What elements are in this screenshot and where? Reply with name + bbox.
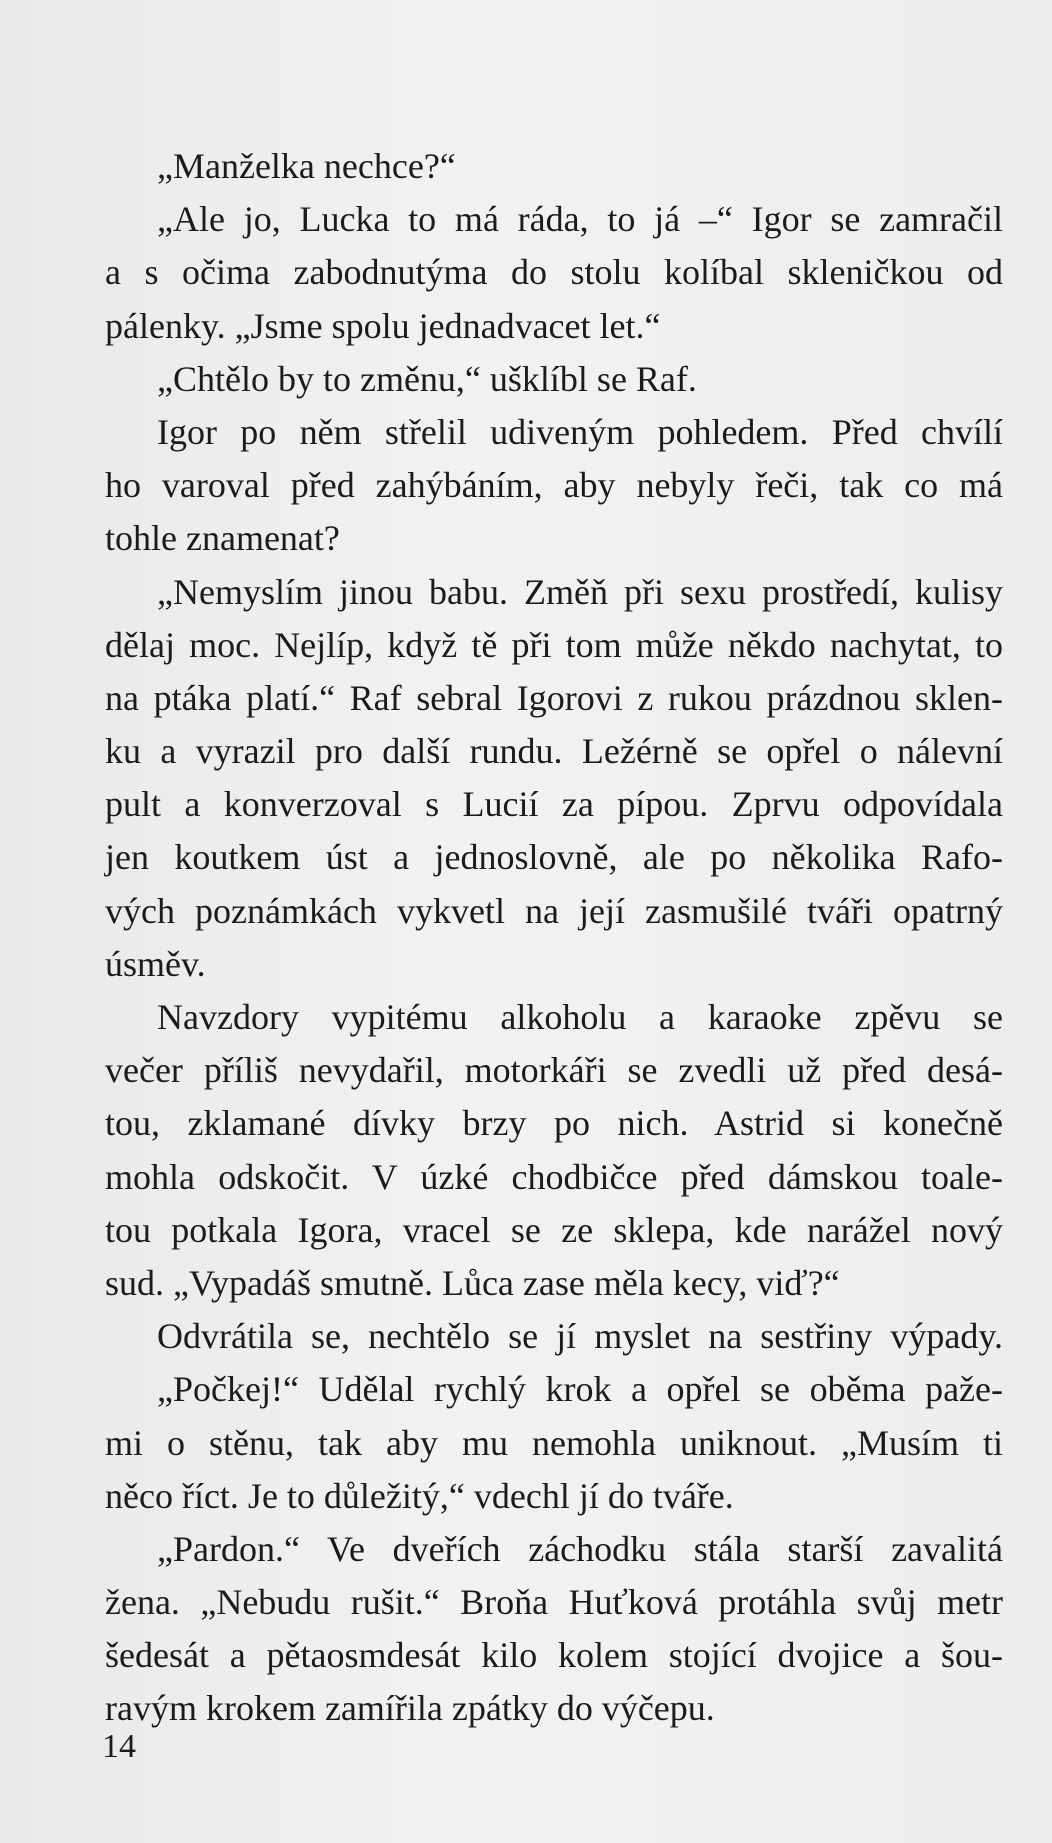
text-line: úsměv. — [105, 943, 206, 984]
text-line: ravým krokem zamířila zpátky do výčepu. — [105, 1688, 715, 1729]
text-line: „Ale jo, Lucka to má ráda, to já –“ Igor se zamračil — [157, 199, 1003, 240]
text-line: jen koutkem úst a jednoslovně, ale po několika Rafo- — [105, 837, 1003, 878]
text-line: ku a vyrazil pro další rundu. Ležérně se opřel o nálevní — [105, 731, 1003, 772]
text-line: na ptáka platí.“ Raf sebral Igorovi z rukou prázdnou sklen- — [105, 677, 1003, 718]
text-line: večer příliš nevydařil, motorkáři se zvedli už před desá- — [105, 1050, 1003, 1091]
text-line: tou potkala Igora, vracel se ze sklepa, kde narážel nový — [105, 1209, 1003, 1250]
text-line: „Nemyslím jinou babu. Změň při sexu prostředí, kulisy — [157, 571, 1003, 612]
text-line: dělaj moc. Nejlíp, když tě při tom může někdo nachytat, to — [105, 624, 1003, 665]
text-line: pálenky. „Jsme spolu jednadvacet let.“ — [105, 305, 661, 346]
text-line: „Počkej!“ Udělal rychlý krok a opřel se oběma paže- — [157, 1369, 1003, 1410]
text-line: mi o stěnu, tak aby mu nemohla uniknout. „Musím ti — [105, 1422, 1003, 1463]
text-line: Igor po něm střelil udiveným pohledem. Před chvílí — [157, 411, 1003, 452]
text-line: pult a konverzoval s Lucií za pípou. Zprvu odpovídala — [105, 784, 1003, 825]
text-line: „Pardon.“ Ve dveřích záchodku stála starší zavalitá — [157, 1528, 1003, 1569]
text-line: tou, zklamané dívky brzy po nich. Astrid si konečně — [105, 1103, 1003, 1144]
text-line: vých poznámkách vykvetl na její zasmušilé tváři opatrný — [105, 890, 1003, 931]
text-line: mohla odskočit. V úzké chodbičce před dámskou toale- — [105, 1156, 1003, 1197]
body-text — [105, 140, 1003, 1736]
text-line: tohle znamenat? — [105, 518, 340, 559]
text-line: „Manželka nechce?“ — [157, 146, 456, 186]
text-line: žena. „Nebudu rušit.“ Broňa Huťková protáhla svůj metr — [105, 1582, 1003, 1623]
text-line: ho varoval před zahýbáním, aby nebyly řeči, tak co má — [105, 465, 1003, 506]
text-line: „Chtělo by to změnu,“ ušklíbl se Raf. — [157, 358, 697, 399]
text-line: šedesát a pětaosmdesát kilo kolem stojící dvojice a šou- — [105, 1635, 1003, 1676]
text-line: něco říct. Je to důležitý,“ vdechl jí do tváře. — [105, 1475, 734, 1516]
text-line: Navzdory vypitému alkoholu a karaoke zpěvu se — [157, 997, 1003, 1037]
page-number: 14 — [102, 1728, 136, 1765]
text-line: Odvrátila se, nechtělo se jí myslet na sestřiny výpady. — [157, 1316, 1003, 1357]
text-line: sud. „Vypadáš smutně. Lůca zase měla kecy, viď?“ — [105, 1262, 840, 1303]
text-line: a s očima zabodnutýma do stolu kolíbal skleničkou od — [105, 252, 1003, 293]
